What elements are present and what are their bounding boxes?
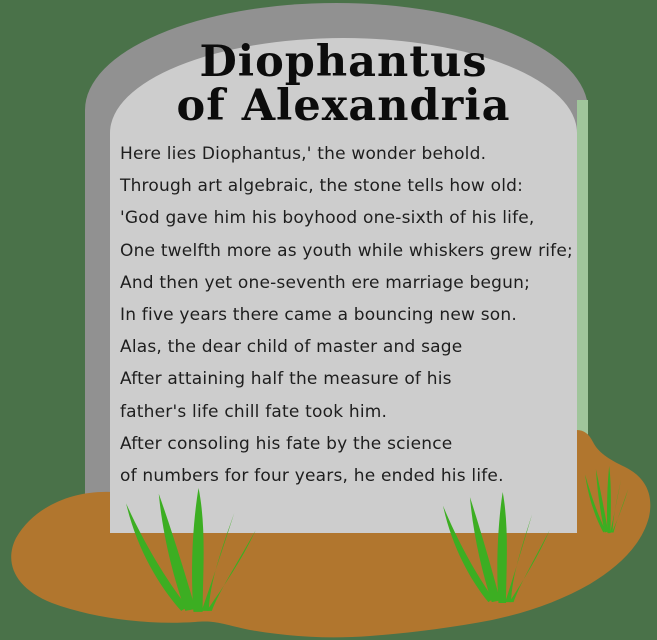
poem-line: After attaining half the measure of his [120,369,452,390]
poem-line: In five years there came a bouncing new son. [120,304,517,325]
poem-line: One twelfth more as youth while whiskers grew rife; [120,240,573,261]
tombstone-title [110,37,577,131]
poem-line: Here lies Diophantus,' the wonder behold. [120,144,487,164]
tombstone-poem [120,138,580,492]
poem-line: And then yet one-seventh ere marriage begun; [120,272,530,293]
poem-line: After consoling his fate by the science [120,433,453,454]
poem-line: father's life chill fate took him. [120,401,388,422]
poem-line: Through art algebraic, the stone tells how old: [120,176,524,197]
poem-line: of numbers for four years, he ended his life. [120,465,504,486]
poem-line: Alas, the dear child of master and sage [120,337,463,358]
tombstone-title-line2: of Alexandria [176,81,511,131]
poem-line: 'God gave him his boyhood one-sixth of his life, [120,208,535,229]
tombstone-title-line1: Diophantus [199,37,488,87]
